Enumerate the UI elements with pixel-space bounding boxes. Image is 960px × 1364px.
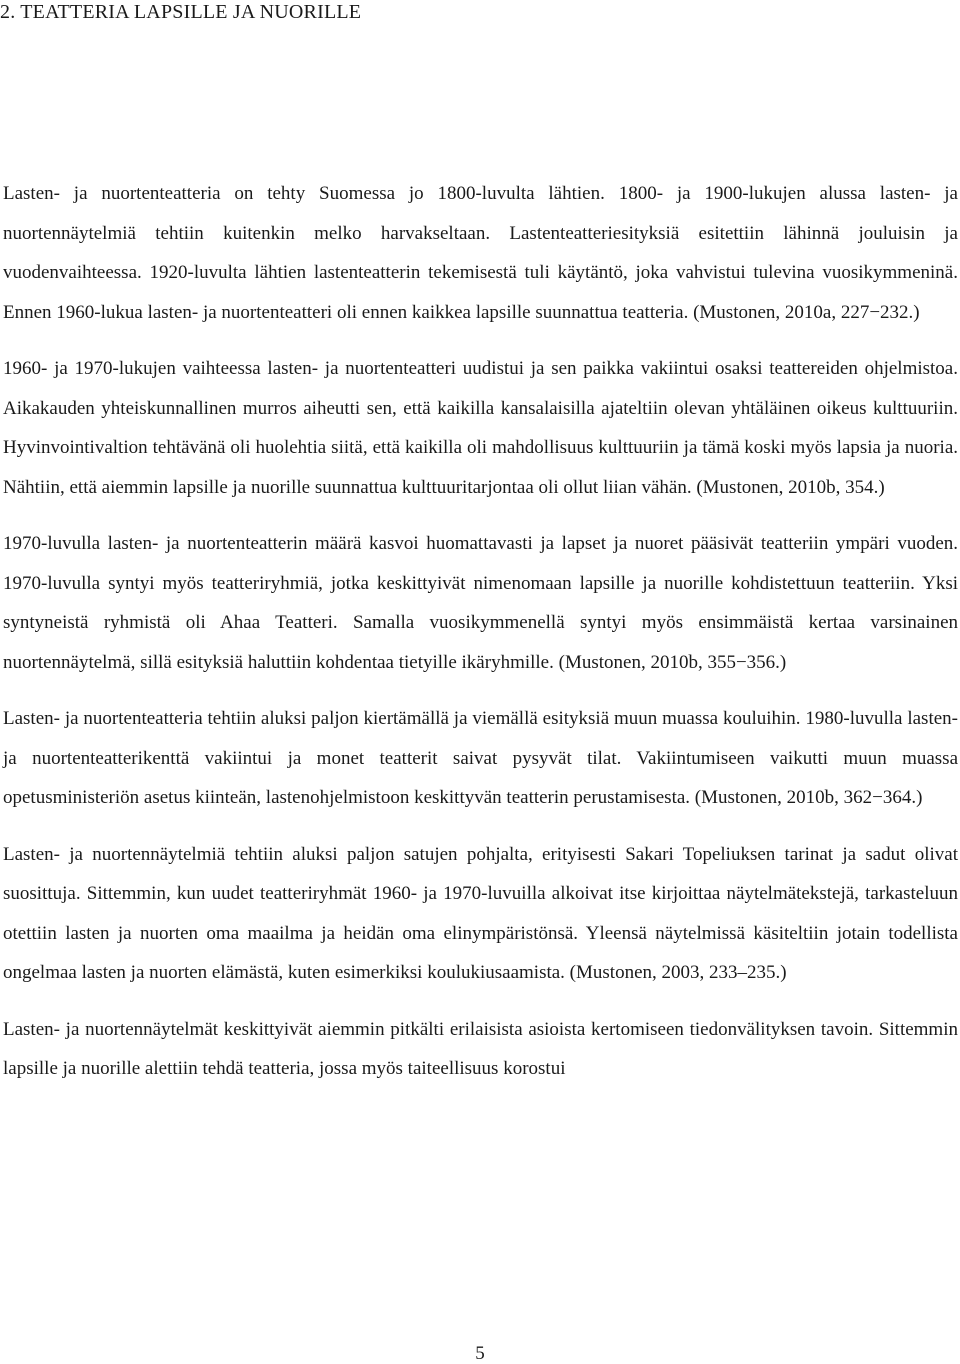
paragraph-information: Lasten- ja nuortennäytelmät keskittyivät aiemmin pitkälti erilaisista asioista kertomiseen tiedonvälityksen tavoin. Sittemmin lapsille ja nuorille alettiin tehdä teatteria, jossa myös taiteellisuus korostui (3, 1018, 958, 1079)
paragraph-history: Lasten- ja nuortenteatteria on tehty Suomessa jo 1800-luvulta lähtien. 1800- ja 1900-lukujen alussa lasten- ja nuortennäytelmiä tehtiin kuitenkin melko harvakseltaan. Lastenteatteriesityksiä esitettiin lähinnä jouluisin ja vuodenvaihteessa. 1920-luvulta lähtien lastenteatterin tekemisestä tuli käytäntö, joka vahvistui tulevina vuosikymmeninä. Ennen 1960-lukua lasten- ja nuortenteatteri oli ennen kaikkea lapsille suunnattua teatteria. (Mustonen, 2010a, 227−232.) (3, 183, 958, 323)
paragraph-renewal: 1960- ja 1970-lukujen vaihteessa lasten- ja nuortenteatteri uudistui ja sen paikka vakiintui osaksi teattereiden ohjelmistoa. Aikakauden yhteiskunnallinen murros aiheutti sen, että kaikilla kansalaisilla ajateltiin olevan yhtäläinen oikeus kulttuuriin. Hyvinvointivaltion tehtävänä oli huolehtia siitä, että kaikilla oli mahdollisuus kulttuuriin ja tämä koski myös lapsia ja nuoria. Nähtiin, että aiemmin lapsille ja nuorille suunnattua kulttuuritarjontaa oli ollut liian vähän. (Mustonen, 2010b, 354.) (3, 358, 958, 498)
chapter-heading: 2. TEATTERIA LAPSILLE JA NUORILLE (0, 1, 362, 23)
paragraph-plays: Lasten- ja nuortennäytelmiä tehtiin aluksi paljon satujen pohjalta, erityisesti Sakari Topeliuksen tarinat ja sadut olivat suosittuja. Sittemmin, kun uudet teatteriryhmät 1960- ja 1970-luvuilla alkoivat itse kirjoittaa näytelmätekstejä, tarkasteluun otettiin lasten ja nuorten oma maailma ja heidän oma elinympäristönsä. Yleensä näytelmissä käsiteltiin jotain todellista ongelmaa lasten ja nuorten elämästä, kuten esimerkiksi koulukiusaamista. (Mustonen, 2003, 233–235.) (3, 843, 958, 983)
paragraph-touring: Lasten- ja nuortenteatteria tehtiin aluksi paljon kiertämällä ja viemällä esityksiä muun muassa kouluihin. 1980-luvulla lasten- ja nuortenteatterikenttä vakiintui ja monet teatterit saivat pysyvät tilat. Vakiintumiseen vaikutti muun muassa opetusministeriön asetus kiinteän, lastenohjelmistoon keskittyvän teatterin perustamisesta. (Mustonen, 2010b, 362−364.) (3, 708, 958, 808)
body-text (3, 174, 958, 1106)
page-number: 5 (475, 1343, 485, 1364)
paragraph-1970s: 1970-luvulla lasten- ja nuortenteatterin määrä kasvoi huomattavasti ja lapset ja nuoret pääsivät teatteriin ympäri vuoden. 1970-luvulla syntyi myös teatteriryhmiä, jotka keskittyivät nimenomaan lapsille ja nuorille kohdistettuun teatteriin. Yksi syntyneistä ryhmistä oli Ahaa Teatteri. Samalla vuosikymmenellä syntyi myös ensimmäistä kertaa varsinainen nuortennäytelmä, sillä esityksiä haluttiin kohdentaa tietyille ikäryhmille. (Mustonen, 2010b, 355−356.) (3, 533, 958, 673)
